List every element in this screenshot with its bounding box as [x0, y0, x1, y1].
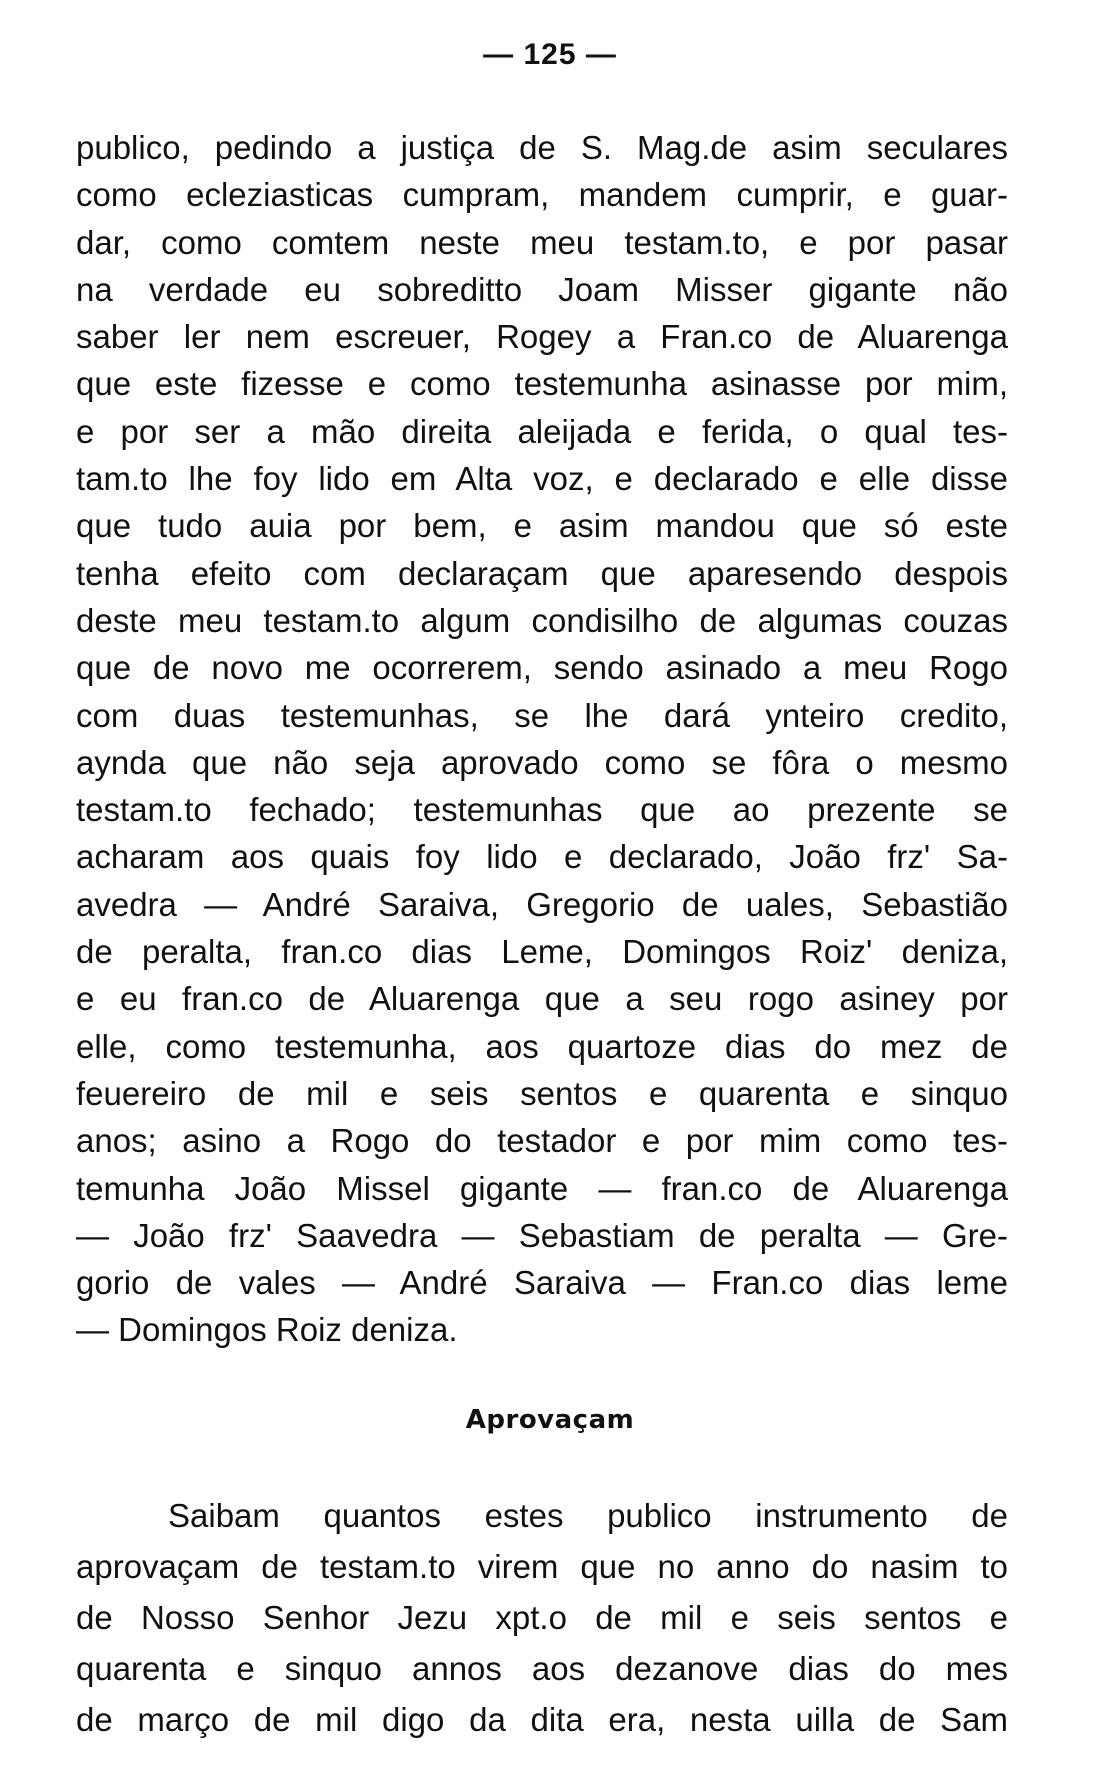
- text-line: de Nosso Senhor Jezu xpt.o de mil e seis sentos e: [76, 1599, 1008, 1636]
- text-line: que de novo me ocorrerem, sendo asinado a meu Rogo: [76, 649, 1008, 687]
- text-line: quarenta e sinquo annos aos dezanove dias do mes: [76, 1650, 1008, 1687]
- page-number: — 125 —: [483, 38, 617, 71]
- text-line: deste meu testam.to algum condisilho de algumas couzas: [76, 601, 1008, 639]
- text-line: que tudo auia por bem, e asim mandou que só este: [76, 507, 1008, 545]
- text-line: publico, pedindo a justiça de S. Mag.de asim seculares: [76, 129, 1008, 166]
- text-line: de peralta, fran.co dias Leme, Domingos Roiz' deniza,: [76, 933, 1008, 971]
- text-line: avedra — André Saraiva, Gregorio de uales, Sebastião: [76, 885, 1008, 923]
- text-line: de março de mil digo da dita era, nesta uilla de Sam: [76, 1701, 1008, 1738]
- text-line: temunha João Missel gigante — fran.co de Aluarenga: [76, 1169, 1008, 1207]
- text-line: aprovaçam de testam.to virem que no anno do nasim to: [76, 1548, 1008, 1585]
- text-line: dar, como comtem neste meu testam.to, e por pasar: [76, 223, 1008, 261]
- text-line: gorio de vales — André Saraiva — Fran.co dias leme: [76, 1264, 1008, 1302]
- section-heading: Aprovaçam: [465, 1405, 635, 1435]
- text-line: que este fizesse e como testemunha asinasse por mim,: [76, 365, 1008, 403]
- text-line: Saibam quantos estes publico instrumento de: [168, 1497, 1008, 1534]
- text-line: na verdade eu sobreditto Joam Misser gigante não: [76, 270, 1008, 308]
- text-line: como ecleziasticas cumpram, mandem cumprir, e guar-: [76, 176, 1008, 214]
- text-line: e por ser a mão direita aleijada e ferida, o qual tes-: [76, 412, 1008, 450]
- text-line: e eu fran.co de Aluarenga que a seu rogo asiney por: [76, 980, 1008, 1018]
- text-line: — Domingos Roiz deniza.: [76, 1311, 458, 1349]
- text-line: com duas testemunhas, se lhe dará ynteiro credito,: [76, 696, 1008, 734]
- text-line: — João frz' Saavedra — Sebastiam de peralta — Gre-: [76, 1216, 1008, 1254]
- text-line: saber ler nem escreuer, Rogey a Fran.co de Aluarenga: [76, 318, 1008, 356]
- section-paragraph: [76, 1490, 1008, 1745]
- text-line: tam.to lhe foy lido em Alta voz, e declarado e elle disse: [76, 460, 1008, 498]
- text-line: anos; asino a Rogo do testador e por mim como tes-: [76, 1122, 1008, 1160]
- text-line: testam.to fechado; testemunhas que ao prezente se: [76, 791, 1008, 829]
- text-line: feuereiro de mil e seis sentos e quarenta e sinquo: [76, 1074, 1008, 1112]
- text-line: elle, como testemunha, aos quartoze dias do mez de: [76, 1027, 1008, 1065]
- text-line: aynda que não seja aprovado como se fôra o mesmo: [76, 743, 1008, 781]
- text-line: acharam aos quais foy lido e declarado, João frz' Sa-: [76, 838, 1008, 876]
- main-paragraph: [76, 124, 1008, 1354]
- text-line: tenha efeito com declaraçam que aparesendo despois: [76, 554, 1008, 592]
